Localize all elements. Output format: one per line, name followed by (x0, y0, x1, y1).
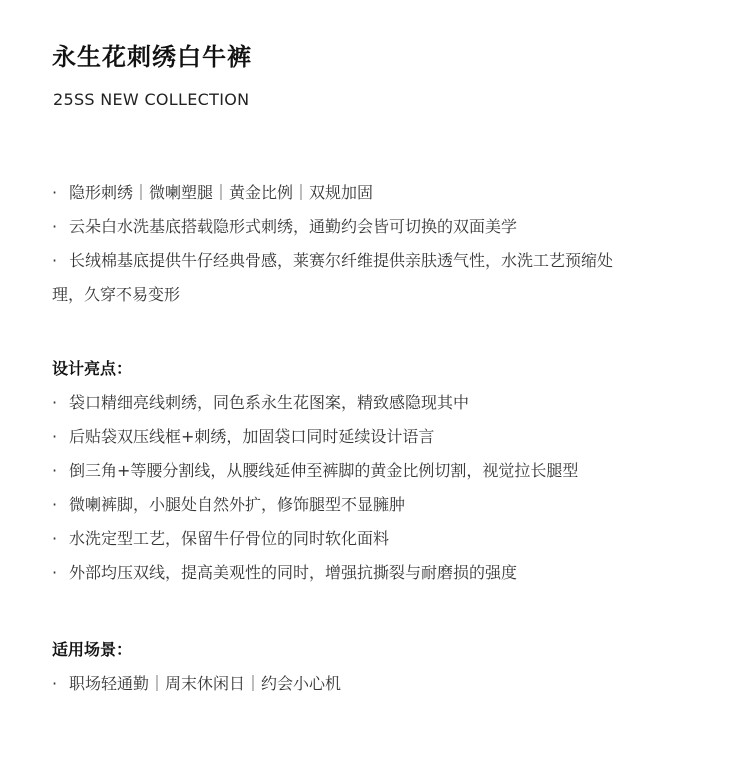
design-highlights-heading: 设计亮点： (52, 359, 133, 378)
list-item: · 隐形刺绣｜微喇塑腿｜黄金比例｜双规加固 (52, 176, 702, 210)
list-item-continuation: 理，久穿不易变形 (52, 285, 181, 304)
design-highlights-list (52, 386, 702, 590)
list-item: · 长绒棉基底提供牛仔经典骨感，莱赛尔纤维提供亲肤透气性，水洗工艺预缩处 (52, 244, 702, 278)
list-item: · 职场轻通勤｜周末休闲日｜约会小心机 (52, 667, 702, 701)
usage-scenes-list (52, 667, 702, 701)
list-item: · 后贴袋双压线框+刺绣，加固袋口同时延续设计语言 (52, 420, 702, 454)
product-title: 永生花刺绣白牛裤 (52, 43, 252, 71)
collection-subtitle: 25SS NEW COLLECTION (53, 90, 250, 109)
list-item: · 水洗定型工艺，保留牛仔骨位的同时软化面料 (52, 522, 702, 556)
list-item: · 云朵白水洗基底搭载隐形式刺绣，通勤约会皆可切换的双面美学 (52, 210, 702, 244)
list-item: · 倒三角+等腰分割线，从腰线延伸至裤脚的黄金比例切割，视觉拉长腿型 (52, 454, 702, 488)
feature-summary-list (52, 176, 702, 312)
list-item: · 外部均压双线，提高美观性的同时，增强抗撕裂与耐磨损的强度 (52, 556, 702, 590)
list-item: · 微喇裤脚，小腿处自然外扩，修饰腿型不显臃肿 (52, 488, 702, 522)
usage-scenes-heading: 适用场景： (52, 640, 133, 659)
list-item: · 袋口精细亮线刺绣，同色系永生花图案，精致感隐现其中 (52, 386, 702, 420)
